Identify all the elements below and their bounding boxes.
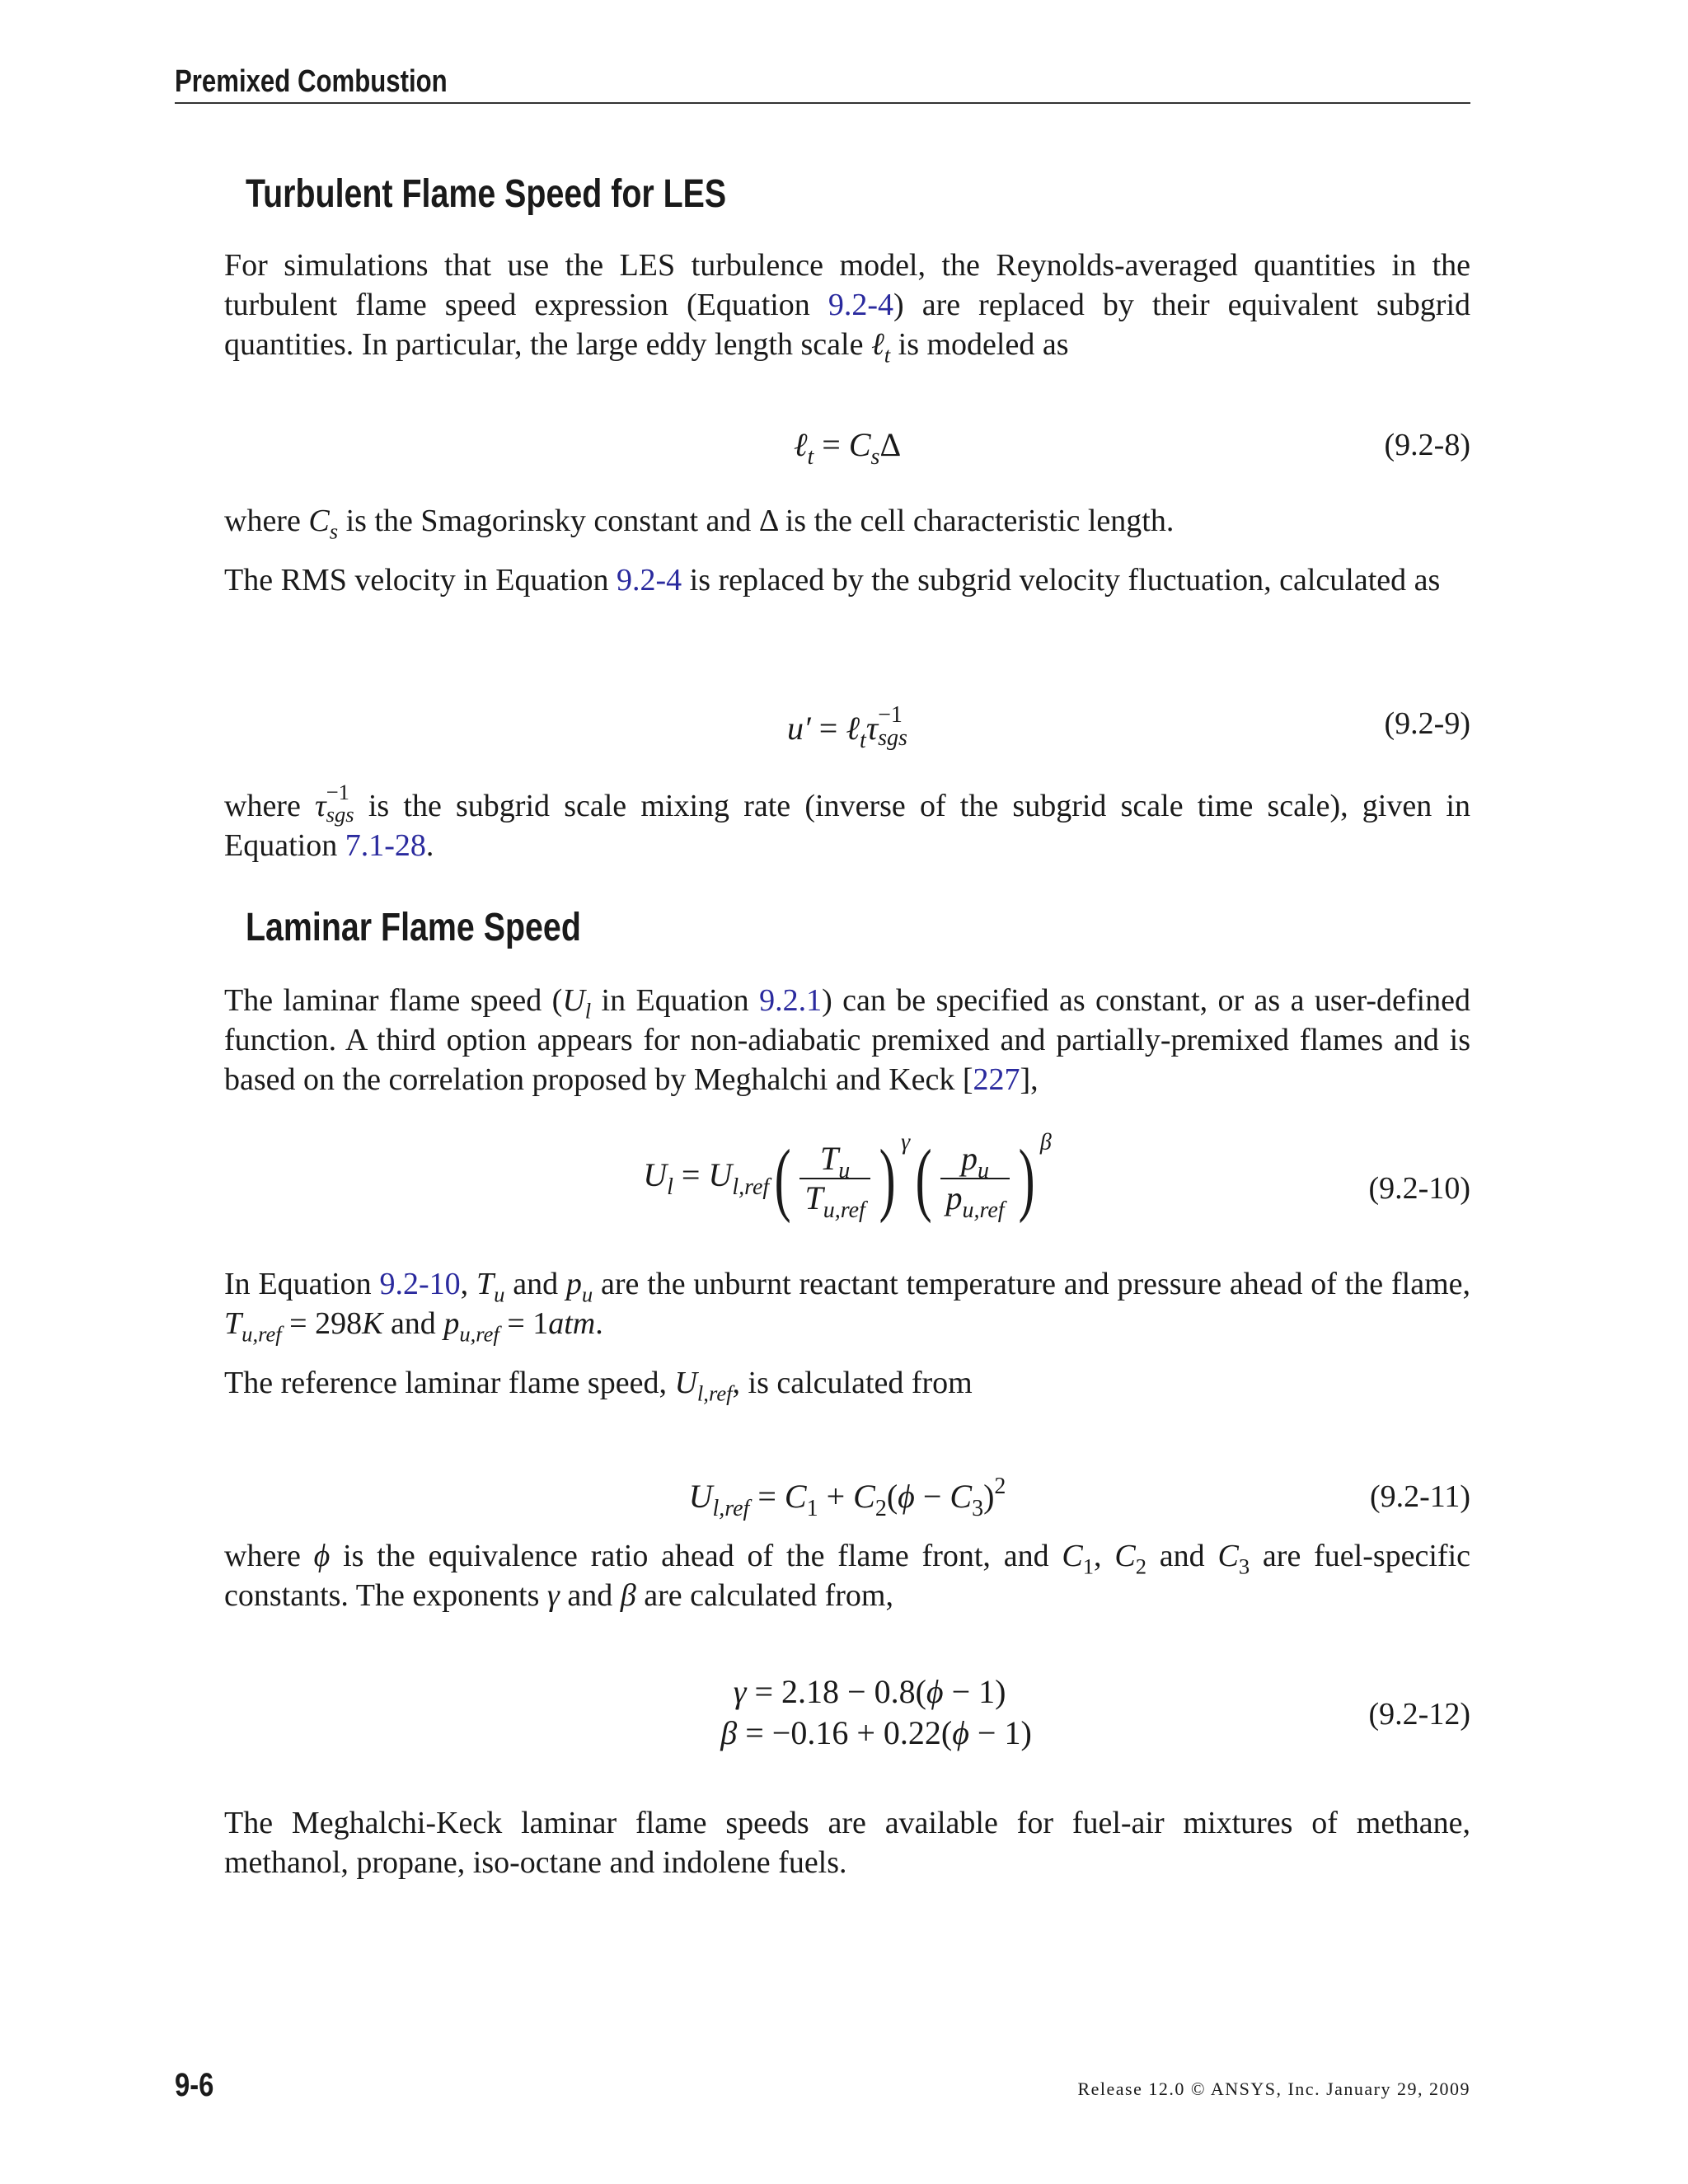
section-heading-laminar: Laminar Flame Speed <box>246 906 581 949</box>
paragraph-unburnt: In Equation 9.2-10, $T_u$ and $p_u$ are the unburnt reactant temperature and pressure ahead of the flame, $T_{u,ref} = 298K$ and $p_{u,ref} = 1atm$. <box>224 1267 1470 1347</box>
paragraph-laminar-intro: The laminar flame speed ($U_l$ in Equation 9.2.1) can be specified as constant, or as a user-defined function. A third option appears for non-adiabatic premixed and partially-premixed flames and is based on the correlation proposed by Meghalchi and Keck [227], <box>224 983 1470 1097</box>
equation-9-2-10: $U_l = U_{l,ref}$( $\frac{T_u}{T_{u,ref}}$ ) $^\gamma$( $\frac{p_u}{p_{u,ref}}$ ) $^\beta$ (9.2-10) <box>643 1129 1470 1224</box>
equation-number: (9.2-9) <box>1384 706 1470 741</box>
paragraph-meghalchi-keck: The Meghalchi-Keck laminar flame speeds are available for fuel-air mixtures of methane, methanol, propane, iso-octane and indolene fuels. <box>224 1806 1470 1880</box>
section-heading-les: Turbulent Flame Speed for LES <box>246 172 727 216</box>
equation-9-2-11: $U_{l,ref} = C_1 + C_2(\phi - C_3)^2$ (9.2-11) <box>688 1474 1470 1521</box>
equation-link[interactable]: 9.2-10 <box>379 1267 461 1301</box>
equation-link[interactable]: 9.2-4 <box>828 288 894 322</box>
equation-number: (9.2-11) <box>1369 1479 1470 1514</box>
equation-link[interactable]: 7.1-28 <box>345 827 426 863</box>
paragraph-equivalence-ratio: where ϕ is the equivalence ratio ahead of the flame front, and $C_1$, $C_2$ and $C_3$ are fuel-specific constants. The exponents γ and β are calculated from, <box>224 1539 1470 1613</box>
paragraph-rms-velocity: The RMS velocity in Equation 9.2-4 is replaced by the subgrid velocity fluctuation, calculated as <box>224 563 1441 598</box>
paragraph-les-intro: For simulations that use the LES turbulence model, the Reynolds-averaged quantities in the turbulent flame speed expression (Equation 9.2-4) are replaced by their equivalent subgrid quantities. In particular, the large eddy length scale ℓ$_t$ is modeled as <box>224 248 1470 368</box>
running-header: Premixed Combustion <box>175 64 448 99</box>
header-rule <box>175 102 1470 104</box>
equation-9-2-12: γ = 2.18 − 0.8(ϕ − 1) β = −0.16 + 0.22(ϕ − 1) (9.2-12) <box>720 1673 1470 1751</box>
equation-9-2-8: ℓ$_t$ = $C_s\Delta$ (9.2-8) <box>793 426 1470 470</box>
citation-link[interactable]: 227 <box>973 1062 1020 1097</box>
equation-9-2-9: u′ = ℓ$_t$τ −1 sgs (9.2-9) <box>787 702 1470 753</box>
paragraph-mixing-rate: where τ −1 sgs is the subgrid scale mixing rate (inverse of the subgrid scale time scale), given in Equation 7.1-28. <box>224 780 1470 863</box>
equation-link[interactable]: 9.2.1 <box>759 983 823 1018</box>
equation-number: (9.2-10) <box>1368 1171 1470 1206</box>
paragraph-smagorinsky: where $C_s$ is the Smagorinsky constant and Δ is the cell characteristic length. <box>224 504 1175 544</box>
page-number: 9-6 <box>175 2067 214 2103</box>
equation-number: (9.2-8) <box>1384 428 1470 462</box>
equation-number: (9.2-12) <box>1368 1697 1470 1732</box>
footer-release: Release 12.0 © ANSYS, Inc. January 29, 2009 <box>1077 2079 1470 2099</box>
paragraph-reference-speed: The reference laminar flame speed, $U_{l,ref}$, is calculated from <box>224 1366 973 1406</box>
equation-link[interactable]: 9.2-4 <box>617 563 682 598</box>
